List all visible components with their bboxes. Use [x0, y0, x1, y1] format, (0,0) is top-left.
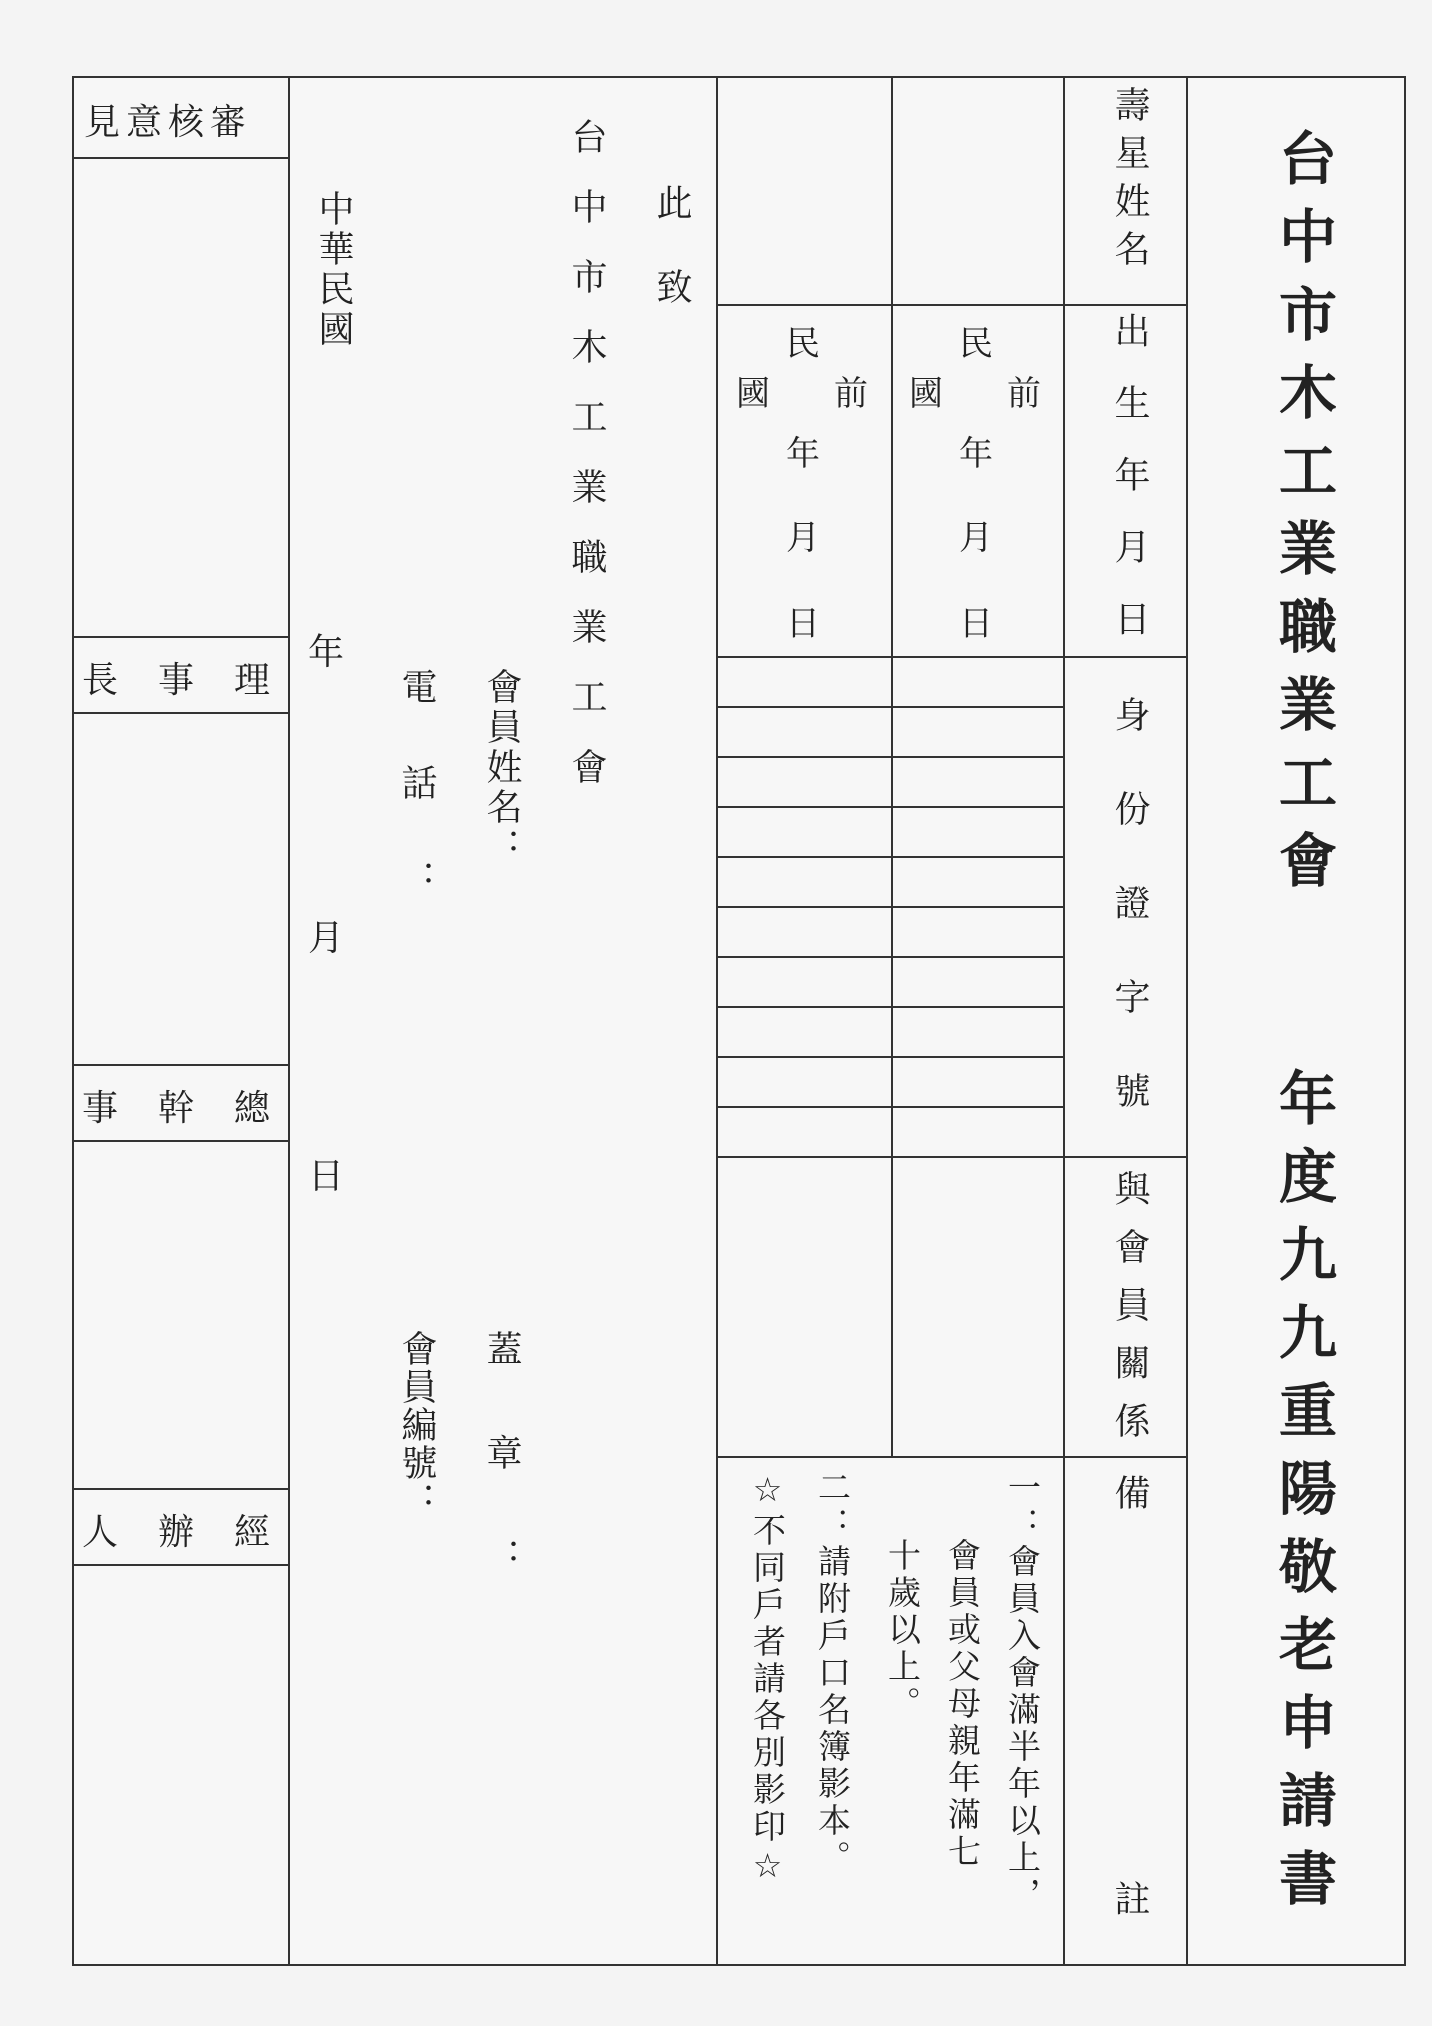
signoff-line	[74, 157, 288, 159]
birth-day: 日	[786, 604, 820, 644]
birth-qian: 前	[834, 374, 868, 414]
signoff-review-label	[84, 94, 252, 145]
date-month: 月	[308, 918, 345, 959]
letter-member-name: 會員姓名：	[481, 668, 522, 868]
signoff-line	[74, 636, 288, 638]
header-senior-name: 壽星姓名	[1109, 86, 1150, 278]
birth-month: 月	[959, 518, 993, 558]
table-line	[716, 304, 1186, 306]
letter-ci-zhi: 此致	[651, 184, 692, 352]
note-line-4: 二：請附戶口名簿影本。	[813, 1470, 852, 1877]
table-line	[716, 806, 1063, 808]
signoff-review-text: 審核意見	[84, 102, 253, 143]
signoff-handler-text: 經辦人	[82, 1512, 311, 1553]
letter-seal: 蓋章：	[481, 1330, 522, 1642]
divider-row1	[891, 78, 893, 1456]
header-birth-date: 出生年月日	[1109, 312, 1150, 672]
table-line	[716, 1006, 1063, 1008]
signoff-secretary-text: 總幹事	[82, 1088, 311, 1129]
table-line	[716, 706, 1063, 708]
table-line	[716, 856, 1063, 858]
birth-guo: 國	[736, 374, 770, 414]
table-line	[716, 756, 1063, 758]
signoff-secretary-label	[82, 1080, 310, 1131]
table-line	[716, 1056, 1063, 1058]
table-line	[716, 906, 1063, 908]
birth-month: 月	[786, 518, 820, 558]
signoff-line	[74, 1140, 288, 1142]
birth-min: 民	[786, 324, 820, 364]
signoff-line	[74, 1488, 288, 1490]
note-line-2: 會員或父母親年滿七	[943, 1538, 982, 1871]
signoff-director-label	[82, 652, 310, 703]
letter-addressee: 台中市木工業職業工會	[566, 118, 607, 818]
signoff-director-text: 理事長	[82, 660, 311, 701]
birth-day: 日	[959, 604, 993, 644]
signoff-line	[74, 1564, 288, 1566]
birth-year: 年	[959, 434, 993, 474]
date-year: 年	[308, 632, 345, 673]
form-title-event: 年度九九重陽敬老申請書	[1269, 1068, 1337, 1926]
birth-min: 民	[959, 324, 993, 364]
divider-title	[1186, 78, 1188, 1964]
signoff-handler-label	[82, 1504, 310, 1555]
birth-guo: 國	[909, 374, 943, 414]
note-line-1: 一：會員入會滿半年以上，	[1003, 1470, 1042, 1914]
letter-phone: 電話：	[396, 668, 437, 956]
signoff-line	[74, 1064, 288, 1066]
note-line-5: ☆不同戶者請各別影印☆	[748, 1470, 787, 1889]
signoff-line	[74, 712, 288, 714]
birth-year: 年	[786, 434, 820, 474]
divider-header	[1063, 78, 1065, 1964]
table-line	[716, 1106, 1063, 1108]
application-form	[72, 76, 1406, 1966]
note-line-3: 十歲以上。	[883, 1538, 922, 1723]
header-remark-a: 備	[1109, 1474, 1150, 1510]
date-era: 中華民國	[313, 190, 354, 350]
divider-signoff	[288, 78, 290, 1964]
header-remark-b: 註	[1109, 1880, 1150, 1916]
table-line	[716, 956, 1063, 958]
divider-table-left	[716, 78, 718, 1964]
letter-member-no: 會員編號：	[396, 1330, 437, 1520]
header-relation: 與會員關係	[1109, 1170, 1150, 1460]
birth-qian: 前	[1007, 374, 1041, 414]
form-title-org: 台中市木工業職業工會	[1269, 128, 1337, 908]
date-day: 日	[308, 1156, 345, 1197]
header-id-number: 身份證字號	[1109, 696, 1150, 1166]
